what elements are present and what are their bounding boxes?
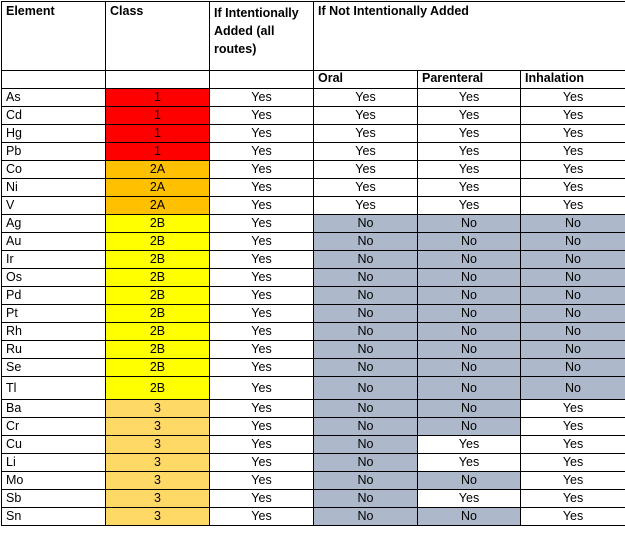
element-cell: Cd [2,107,106,125]
oral-cell: Yes [314,125,418,143]
inhalation-cell: Yes [521,179,625,197]
oral-cell: No [314,490,418,508]
parenteral-cell: No [418,323,521,341]
parenteral-cell: Yes [418,179,521,197]
class-cell: 3 [106,508,210,526]
table-row [2,400,625,418]
oral-header: Oral [314,71,418,89]
inhalation-cell: Yes [521,472,625,490]
intentional-cell: Yes [210,305,314,323]
table-row [2,490,625,508]
parenteral-cell: No [418,215,521,233]
intentional-cell: Yes [210,400,314,418]
class-cell: 3 [106,418,210,436]
inhalation-cell: Yes [521,400,625,418]
class-cell: 1 [106,89,210,107]
inhalation-cell: Yes [521,125,625,143]
intentional-cell: Yes [210,359,314,377]
parenteral-cell: No [418,400,521,418]
inhalation-cell: Yes [521,418,625,436]
inhalation-cell: No [521,323,625,341]
table-row [2,179,625,197]
oral-cell: No [314,305,418,323]
oral-cell: No [314,418,418,436]
parenteral-cell: Yes [418,107,521,125]
intentional-cell: Yes [210,161,314,179]
inhalation-cell: Yes [521,197,625,215]
parenteral-cell: No [418,251,521,269]
intentionally-added-header: If Intentionally Added (all routes) [210,2,314,71]
intentional-cell: Yes [210,89,314,107]
oral-cell: No [314,323,418,341]
intentional-cell: Yes [210,215,314,233]
table-row [2,125,625,143]
class-cell: 3 [106,472,210,490]
parenteral-cell: No [418,508,521,526]
class-cell: 2B [106,233,210,251]
element-cell: Sn [2,508,106,526]
oral-cell: No [314,454,418,472]
element-cell: Tl [2,377,106,400]
inhalation-cell: No [521,287,625,305]
parenteral-cell: Yes [418,436,521,454]
element-cell: Ru [2,341,106,359]
parenteral-cell: Yes [418,161,521,179]
inhalation-cell: Yes [521,436,625,454]
intentional-cell: Yes [210,269,314,287]
oral-cell: No [314,436,418,454]
oral-cell: No [314,359,418,377]
class-cell: 2B [106,251,210,269]
table-row [2,323,625,341]
intentional-cell: Yes [210,323,314,341]
parenteral-cell: No [418,269,521,287]
inhalation-cell: Yes [521,107,625,125]
parenteral-cell: No [418,287,521,305]
class-header: Class [106,2,210,71]
element-cell: Cr [2,418,106,436]
intentional-cell: Yes [210,179,314,197]
intentional-cell: Yes [210,251,314,269]
parenteral-cell: Yes [418,143,521,161]
table-row [2,233,625,251]
inhalation-cell: Yes [521,161,625,179]
parenteral-cell: No [418,305,521,323]
parenteral-cell: No [418,341,521,359]
table-row [2,341,625,359]
inhalation-cell: No [521,251,625,269]
intentional-cell: Yes [210,341,314,359]
intentional-cell: Yes [210,454,314,472]
inhalation-cell: Yes [521,143,625,161]
intentional-cell: Yes [210,233,314,251]
element-cell: Cu [2,436,106,454]
table-row [2,436,625,454]
inhalation-cell: No [521,233,625,251]
inhalation-cell: No [521,341,625,359]
class-cell: 2B [106,323,210,341]
element-cell: Pd [2,287,106,305]
subheader-row [2,71,625,89]
subheader-empty-cell [2,71,106,89]
element-header: Element [2,2,106,71]
parenteral-cell: No [418,359,521,377]
oral-cell: No [314,508,418,526]
class-cell: 3 [106,400,210,418]
table-row [2,454,625,472]
intentional-cell: Yes [210,125,314,143]
class-cell: 2B [106,359,210,377]
class-cell: 3 [106,490,210,508]
oral-cell: Yes [314,107,418,125]
table-row [2,161,625,179]
element-cell: Ba [2,400,106,418]
class-cell: 2A [106,179,210,197]
table-row [2,251,625,269]
table-row [2,377,625,400]
parenteral-cell: Yes [418,89,521,107]
element-cell: Ir [2,251,106,269]
intentional-cell: Yes [210,287,314,305]
class-cell: 2B [106,269,210,287]
oral-cell: No [314,400,418,418]
table-row [2,269,625,287]
element-cell: Pt [2,305,106,323]
parenteral-cell: No [418,377,521,400]
table-row [2,305,625,323]
inhalation-cell: Yes [521,508,625,526]
element-cell: Pb [2,143,106,161]
element-cell: Co [2,161,106,179]
element-cell: Ag [2,215,106,233]
header-row [2,2,625,71]
element-cell: V [2,197,106,215]
class-cell: 2B [106,377,210,400]
table-row [2,418,625,436]
oral-cell: No [314,341,418,359]
element-cell: Os [2,269,106,287]
table-row [2,107,625,125]
inhalation-cell: No [521,215,625,233]
parenteral-header: Parenteral [418,71,521,89]
oral-cell: Yes [314,89,418,107]
intentional-cell: Yes [210,490,314,508]
subheader-empty-cell [210,71,314,89]
class-cell: 3 [106,454,210,472]
intentional-cell: Yes [210,436,314,454]
parenteral-cell: Yes [418,490,521,508]
class-cell: 2B [106,341,210,359]
element-cell: Rh [2,323,106,341]
class-cell: 1 [106,125,210,143]
oral-cell: No [314,251,418,269]
oral-cell: No [314,233,418,251]
parenteral-cell: No [418,233,521,251]
table-row [2,197,625,215]
intentional-cell: Yes [210,107,314,125]
oral-cell: No [314,215,418,233]
class-cell: 3 [106,436,210,454]
inhalation-cell: No [521,305,625,323]
class-cell: 2A [106,161,210,179]
table-row [2,215,625,233]
intentional-cell: Yes [210,377,314,400]
class-cell: 2B [106,215,210,233]
inhalation-cell: Yes [521,490,625,508]
element-cell: Li [2,454,106,472]
class-cell: 2B [106,305,210,323]
inhalation-header: Inhalation [521,71,625,89]
element-cell: Au [2,233,106,251]
parenteral-cell: Yes [418,454,521,472]
oral-cell: No [314,269,418,287]
subheader-empty-cell [106,71,210,89]
inhalation-cell: No [521,269,625,287]
intentional-cell: Yes [210,418,314,436]
table-row [2,472,625,490]
table-row [2,287,625,305]
class-cell: 1 [106,107,210,125]
element-cell: Hg [2,125,106,143]
oral-cell: Yes [314,143,418,161]
class-cell: 2A [106,197,210,215]
parenteral-cell: No [418,418,521,436]
table-row [2,359,625,377]
inhalation-cell: No [521,377,625,400]
oral-cell: Yes [314,179,418,197]
element-cell: Se [2,359,106,377]
oral-cell: No [314,377,418,400]
intentional-cell: Yes [210,472,314,490]
element-cell: Ni [2,179,106,197]
inhalation-cell: Yes [521,454,625,472]
intentional-cell: Yes [210,143,314,161]
table-body [2,89,625,526]
parenteral-cell: Yes [418,197,521,215]
class-cell: 1 [106,143,210,161]
oral-cell: Yes [314,161,418,179]
oral-cell: No [314,287,418,305]
element-cell: Sb [2,490,106,508]
intentional-cell: Yes [210,197,314,215]
table-row [2,89,625,107]
parenteral-cell: Yes [418,125,521,143]
table-row [2,508,625,526]
class-cell: 2B [106,287,210,305]
intentional-cell: Yes [210,508,314,526]
oral-cell: No [314,472,418,490]
parenteral-cell: No [418,472,521,490]
element-cell: Mo [2,472,106,490]
table-row [2,143,625,161]
inhalation-cell: Yes [521,89,625,107]
elemental-impurities-table [1,1,625,526]
inhalation-cell: No [521,359,625,377]
not-intentionally-added-header: If Not Intentionally Added [314,2,625,71]
oral-cell: Yes [314,197,418,215]
element-cell: As [2,89,106,107]
